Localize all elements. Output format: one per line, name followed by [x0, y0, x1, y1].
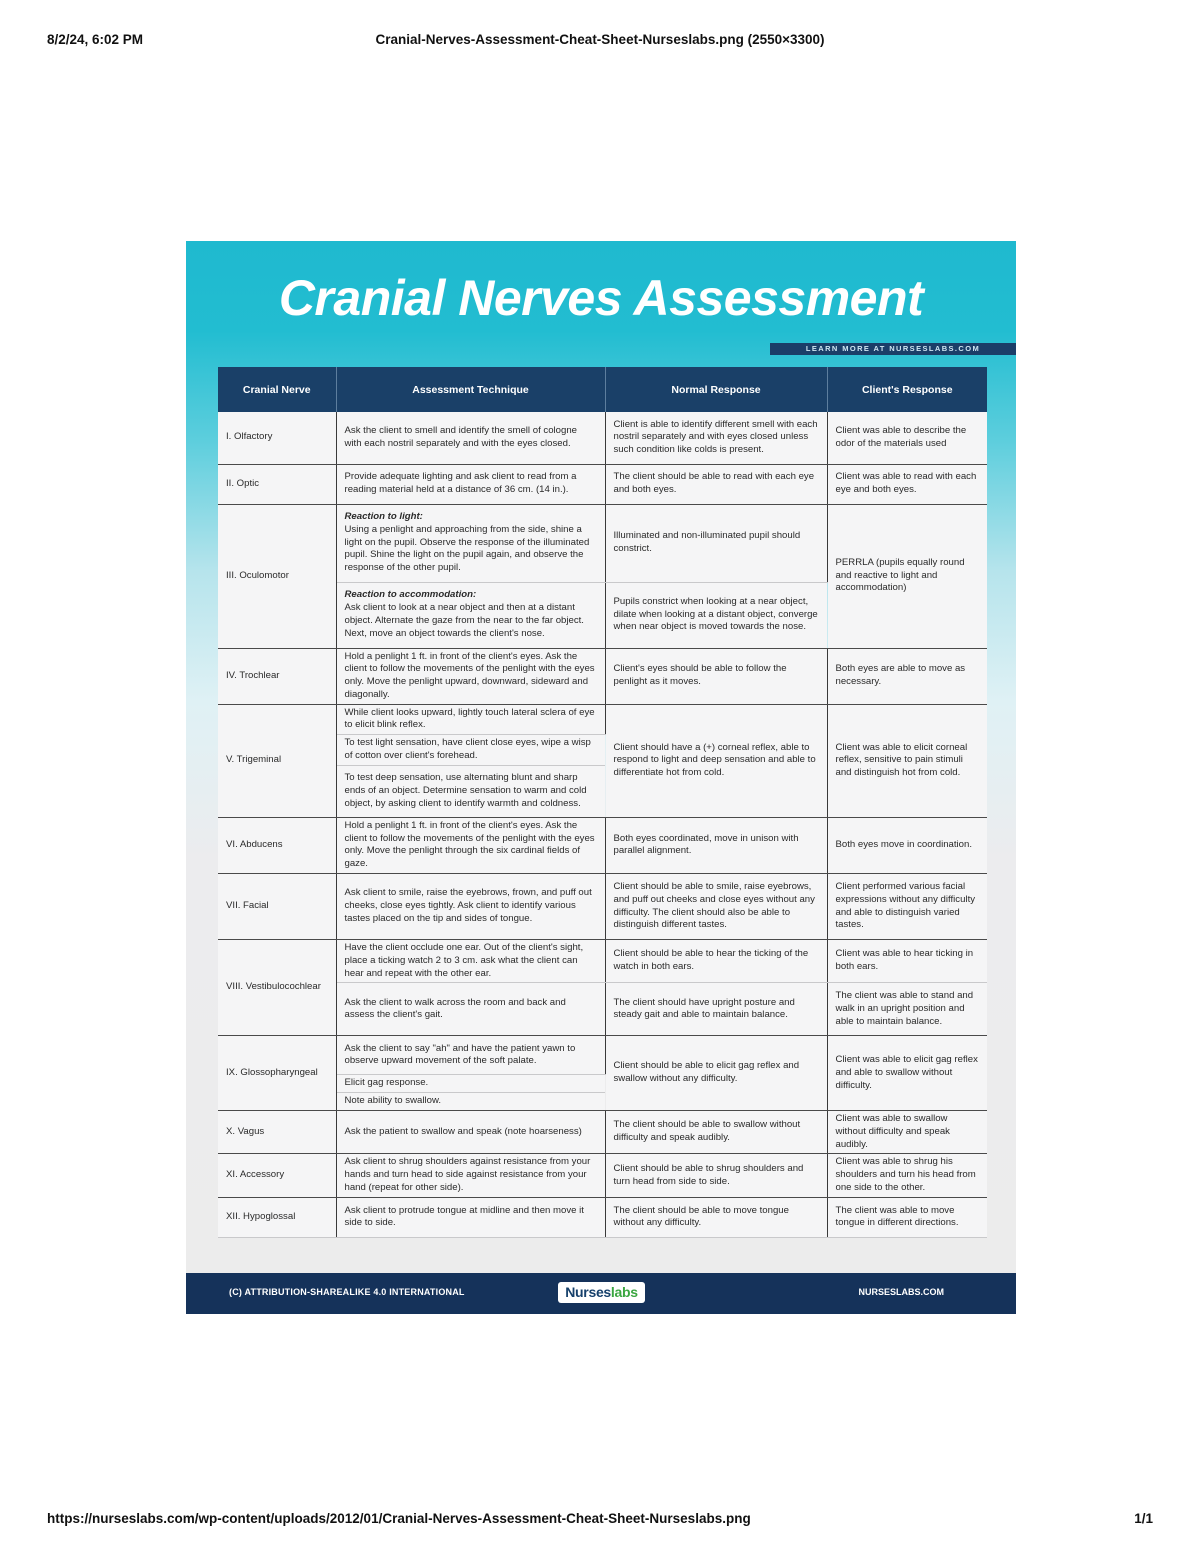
client-response-cell: Client was able to elicit corneal reflex, sensitive to pain stimuli and distinguish hot from cold. — [827, 704, 987, 817]
technique-cell: Provide adequate lighting and ask client to read from a reading material held at a distance of 36 cm. (14 in.). — [336, 464, 605, 504]
client-response-cell: Client was able to swallow without difficulty and speak audibly. — [827, 1111, 987, 1154]
nerve-name: VI. Abducens — [218, 817, 336, 873]
technique-cell: While client looks upward, lightly touch lateral sclera of eye to elicit blink reflex. — [336, 704, 605, 735]
technique-cell: Have the client occlude one ear. Out of the client's sight, place a ticking watch 2 to 3 cm. ask what the client can hear and repeat with the other ear. — [336, 940, 605, 983]
normal-response-cell: Both eyes coordinated, move in unison with parallel alignment. — [605, 817, 827, 873]
normal-response-cell: The client should be able to read with each eye and both eyes. — [605, 464, 827, 504]
site-link[interactable]: NURSESLABS.COM — [858, 1287, 944, 1297]
table-row — [218, 648, 987, 704]
technique-text: Using a penlight and approaching from the side, shine a light on the pupil. Observe the response of the illuminated pupil. Shine the light on the pupil again, and observe the response of the other pupil. — [344, 523, 590, 574]
technique-cell: Elicit gag response. — [336, 1075, 605, 1093]
table-row — [218, 1111, 987, 1154]
client-response-cell: The client was able to move tongue in different directions. — [827, 1197, 987, 1237]
normal-response-cell: Client should be able to shrug shoulders and turn head from side to side. — [605, 1154, 827, 1197]
print-footer — [47, 1511, 1153, 1529]
technique-cell: To test light sensation, have client close eyes, wipe a wisp of cotton over client's forehead. — [336, 735, 605, 766]
table-row — [218, 940, 987, 983]
table-header-row — [218, 367, 987, 412]
nerve-name: VIII. Vestibulocochlear — [218, 940, 336, 1036]
technique-cell: Ask client to protrude tongue at midline and then move it side to side. — [336, 1197, 605, 1237]
print-url: https://nurseslabs.com/wp-content/uploads/2012/01/Cranial-Nerves-Assessment-Cheat-Sheet-Nurseslabs.png — [47, 1511, 751, 1526]
table-row — [218, 1154, 987, 1197]
table-row — [218, 1036, 987, 1075]
technique-cell — [336, 582, 605, 648]
nerve-name: XII. Hypoglossal — [218, 1197, 336, 1237]
normal-response-cell: Pupils constrict when looking at a near object, dilate when looking at a distant object, converge when near object is moved towards the nose. — [605, 582, 827, 648]
print-datetime: 8/2/24, 6:02 PM — [47, 32, 144, 47]
client-response-cell: Client was able to describe the odor of the materials used — [827, 412, 987, 464]
technique-cell: Note ability to swallow. — [336, 1093, 605, 1111]
table-row — [218, 1197, 987, 1237]
sheet-title: Cranial Nerves Assessment — [278, 270, 924, 326]
technique-cell — [336, 504, 605, 582]
nerve-name: VII. Facial — [218, 874, 336, 940]
client-response-cell: Client was able to read with each eye and both eyes. — [827, 464, 987, 504]
technique-cell: Ask client to shrug shoulders against resistance from your hands and turn head to side against resistance from your hand (repeat for other side). — [336, 1154, 605, 1197]
technique-cell: Ask the client to smell and identify the smell of cologne with each nostril separately and with the eyes closed. — [336, 412, 605, 464]
technique-sublabel: Reaction to accommodation: — [344, 589, 477, 601]
normal-response-cell: The client should be able to move tongue without any difficulty. — [605, 1197, 827, 1237]
client-response-cell: Client was able to shrug his shoulders and turn his head from one side to the other. — [827, 1154, 987, 1197]
license-text: (C) ATTRIBUTION-SHAREALIKE 4.0 INTERNATIONAL — [229, 1287, 465, 1297]
page-number: 1/1 — [1134, 1511, 1153, 1526]
client-response-cell: The client was able to stand and walk in an upright position and able to maintain balance. — [827, 983, 987, 1036]
technique-cell: Ask the client to walk across the room and back and assess the client's gait. — [336, 983, 605, 1036]
normal-response-cell: Client is able to identify different smell with each nostril separately and with eyes closed unless such condition like colds is present. — [605, 412, 827, 464]
technique-cell: Ask the patient to swallow and speak (note hoarseness) — [336, 1111, 605, 1154]
print-header — [47, 32, 1153, 50]
nerve-name: XI. Accessory — [218, 1154, 336, 1197]
nerve-name: V. Trigeminal — [218, 704, 336, 817]
client-response-cell: Both eyes move in coordination. — [827, 817, 987, 873]
header-cranial-nerve: Cranial Nerve — [218, 367, 336, 412]
cranial-nerves-table — [218, 367, 987, 1238]
nerve-name: IV. Trochlear — [218, 648, 336, 704]
technique-cell: Hold a penlight 1 ft. in front of the client's eyes. Ask the client to follow the movements of the penlight with the eyes only. Move the penlight upward, downward, sideward and diagonally. — [336, 648, 605, 704]
header-assessment-technique: Assessment Technique — [336, 367, 605, 412]
normal-response-cell: Client's eyes should be able to follow the penlight as it moves. — [605, 648, 827, 704]
technique-cell: Hold a penlight 1 ft. in front of the client's eyes. Ask the client to follow the movements of the penlight with the eyes only. Move the penlight through the six cardinal fields of gaze. — [336, 817, 605, 873]
normal-response-cell: Illuminated and non-illuminated pupil should constrict. — [605, 504, 827, 582]
nerve-name: X. Vagus — [218, 1111, 336, 1154]
client-response-cell: PERRLA (pupils equally round and reactive to light and accommodation) — [827, 504, 987, 648]
table-row — [218, 464, 987, 504]
normal-response-cell: The client should be able to swallow without difficulty and speak audibly. — [605, 1111, 827, 1154]
client-response-cell: Client performed various facial expressions without any difficulty and able to distinguish varied tastes. — [827, 874, 987, 940]
normal-response-cell: Client should be able to elicit gag reflex and swallow without any difficulty. — [605, 1036, 827, 1111]
print-title: Cranial-Nerves-Assessment-Cheat-Sheet-Nurseslabs.png (2550×3300) — [375, 32, 825, 47]
technique-cell: Ask the client to say "ah" and have the patient yawn to observe upward movement of the soft palate. — [336, 1036, 605, 1075]
learn-more-banner: LEARN MORE AT NURSESLABS.COM — [770, 343, 1016, 355]
nerve-name: III. Oculomotor — [218, 504, 336, 648]
cheat-sheet — [186, 241, 1016, 1314]
technique-text: Ask client to look at a near object and then at a distant object. Alternate the gaze from the near to the far object. Next, move an object towards the client's nose. — [344, 602, 584, 639]
client-response-cell: Both eyes are able to move as necessary. — [827, 648, 987, 704]
table-row — [218, 412, 987, 464]
header-normal-response: Normal Response — [605, 367, 827, 412]
nerve-name: IX. Glossopharyngeal — [218, 1036, 336, 1111]
table-row — [218, 874, 987, 940]
nerve-name: I. Olfactory — [218, 412, 336, 464]
client-response-cell: Client was able to elicit gag reflex and able to swallow without difficulty. — [827, 1036, 987, 1111]
sheet-footer — [186, 1273, 1016, 1314]
technique-sublabel: Reaction to light: — [344, 511, 423, 522]
table-row — [218, 504, 987, 582]
nerve-name: II. Optic — [218, 464, 336, 504]
technique-cell: Ask client to smile, raise the eyebrows, frown, and puff out cheeks, close eyes tightly. Ask client to identify various tastes placed on the tip and sides of tongue. — [336, 874, 605, 940]
normal-response-cell: Client should be able to smile, raise eyebrows, and puff out cheeks and close eyes without any difficulty. The client should also be able to distinguish different tastes. — [605, 874, 827, 940]
nurseslabs-logo: Nurseslabs — [558, 1282, 645, 1303]
normal-response-cell: Client should be able to hear the ticking of the watch in both ears. — [605, 940, 827, 983]
table-row — [218, 817, 987, 873]
technique-cell: To test deep sensation, use alternating blunt and sharp ends of an object. Determine sensation to warm and cold object, by asking client to identify warmth and coldness. — [336, 765, 605, 817]
client-response-cell: Client was able to hear ticking in both ears. — [827, 940, 987, 983]
normal-response-cell: Client should have a (+) corneal reflex, able to respond to light and deep sensation and able to differentiate hot from cold. — [605, 704, 827, 817]
table-row — [218, 704, 987, 735]
normal-response-cell: The client should have upright posture and steady gait and able to maintain balance. — [605, 983, 827, 1036]
header-clients-response: Client's Response — [827, 367, 987, 412]
